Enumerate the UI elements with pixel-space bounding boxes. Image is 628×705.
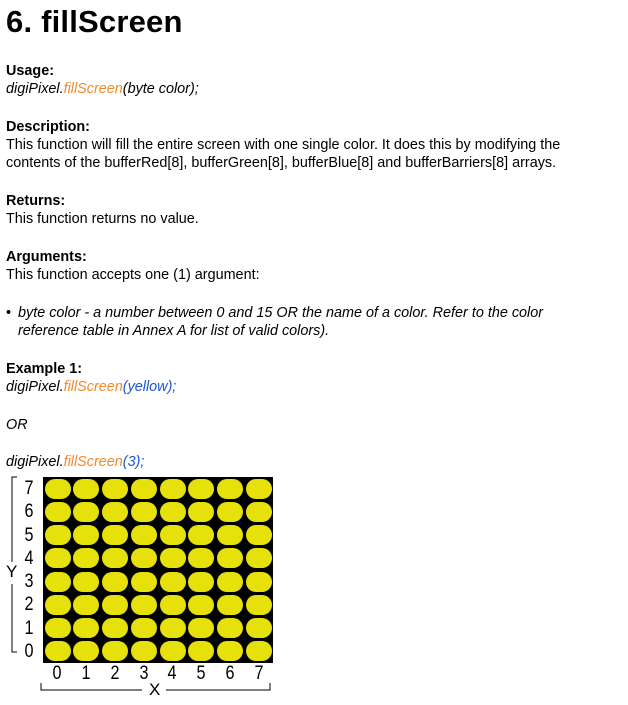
led-pixel	[45, 525, 71, 545]
example-code-2	[6, 453, 144, 471]
example-2-argument: 3	[127, 454, 136, 470]
led-pixel	[131, 618, 157, 638]
example-2-open-paren: (	[122, 454, 128, 470]
led-pixel	[188, 641, 214, 661]
led-pixel	[45, 502, 71, 522]
led-pixel	[246, 595, 272, 615]
led-pixel	[45, 548, 71, 568]
example-2-close-paren: );	[135, 454, 145, 470]
page-title: 6. fillScreen	[6, 4, 183, 39]
returns-section	[6, 192, 199, 228]
y-tick-label: 5	[24, 524, 34, 546]
argument-line-2: reference table in Annex A for list of valid colors).	[18, 323, 330, 339]
y-tick-label: 6	[24, 501, 34, 523]
led-pixel	[131, 502, 157, 522]
usage-object: digiPixel.	[6, 81, 64, 97]
returns-text: This function returns no value.	[6, 211, 199, 227]
led-pixel	[217, 479, 243, 499]
led-pixel	[45, 641, 71, 661]
x-tick-label: 4	[167, 663, 177, 684]
x-axis-label: X	[149, 680, 161, 699]
led-pixel	[246, 641, 272, 661]
led-pixel	[160, 502, 186, 522]
example-or: OR	[6, 417, 28, 433]
led-pixel	[102, 502, 128, 522]
led-pixel	[160, 479, 186, 499]
led-pixel	[45, 618, 71, 638]
x-tick-label: 7	[254, 663, 264, 684]
led-pixel	[73, 618, 99, 638]
usage-function-name: fillScreen	[63, 81, 123, 97]
led-pixel	[160, 548, 186, 568]
led-pixel	[217, 572, 243, 592]
y-tick-label: 0	[24, 640, 34, 662]
led-pixel	[73, 525, 99, 545]
example-heading: Example 1:	[6, 361, 82, 377]
argument-byte-color	[6, 304, 618, 340]
led-pixel	[217, 502, 243, 522]
led-pixel	[102, 618, 128, 638]
led-pixel	[160, 525, 186, 545]
led-pixel	[102, 572, 128, 592]
example-1-open-paren: (	[122, 379, 128, 395]
led-pixel	[188, 548, 214, 568]
led-pixel	[102, 479, 128, 499]
led-pixel	[131, 641, 157, 661]
example-code-1	[6, 378, 176, 396]
y-axis-label: Y	[6, 562, 18, 581]
y-axis-bracket-top	[12, 477, 17, 562]
y-tick-label: 7	[24, 478, 34, 499]
led-pixel	[217, 595, 243, 615]
y-tick-label: 3	[24, 571, 34, 592]
example-1-close-paren: );	[167, 379, 177, 395]
led-pixel	[45, 479, 71, 499]
x-tick-label: 3	[139, 663, 149, 684]
x-tick-label: 2	[110, 663, 120, 684]
bullet-icon: •	[6, 305, 12, 321]
y-axis-bracket-bottom	[12, 584, 17, 652]
led-pixel	[246, 572, 272, 592]
description-line-1: This function will fill the entire screen with one single color. It does this by modifying the	[6, 137, 561, 153]
led-pixel	[217, 525, 243, 545]
led-pixel	[45, 572, 71, 592]
led-pixel	[246, 479, 272, 499]
y-tick-label: 1	[24, 617, 34, 639]
argument-list-item	[6, 304, 618, 340]
argument-line-1: byte color - a number between 0 and 15 OR the name of a color. Refer to the color	[18, 305, 544, 321]
led-pixel	[246, 618, 272, 638]
led-pixel	[160, 641, 186, 661]
example-2-object: digiPixel.	[6, 454, 64, 470]
led-pixel	[188, 595, 214, 615]
arguments-section	[6, 248, 260, 284]
led-pixel	[73, 548, 99, 568]
y-tick-label: 2	[24, 594, 34, 616]
led-pixel	[102, 548, 128, 568]
led-pixel	[160, 618, 186, 638]
led-pixel	[73, 479, 99, 499]
led-pixel	[246, 502, 272, 522]
led-pixel	[131, 595, 157, 615]
led-pixel	[102, 525, 128, 545]
x-tick-label: 5	[196, 663, 206, 684]
example-1-function-name: fillScreen	[63, 379, 123, 395]
led-pixel	[217, 548, 243, 568]
led-pixel	[217, 618, 243, 638]
led-pixel	[131, 548, 157, 568]
x-tick-label: 0	[52, 663, 62, 684]
arguments-heading: Arguments:	[6, 249, 87, 265]
led-pixel	[160, 572, 186, 592]
description-line-2: contents of the bufferRed[8], bufferGreen[8], bufferBlue[8] and bufferBarriers[8] arrays.	[6, 155, 557, 171]
returns-heading: Returns:	[6, 193, 66, 209]
led-pixel	[246, 548, 272, 568]
led-pixel	[73, 641, 99, 661]
led-pixel	[188, 618, 214, 638]
led-pixel	[102, 595, 128, 615]
led-pixel	[73, 502, 99, 522]
led-pixel	[131, 479, 157, 499]
example-1-object: digiPixel.	[6, 379, 64, 395]
led-pixel	[73, 572, 99, 592]
description-heading: Description:	[6, 119, 90, 135]
led-matrix	[43, 477, 273, 663]
example-1-argument: yellow	[127, 379, 168, 395]
led-pixel	[131, 525, 157, 545]
usage-heading: Usage:	[6, 63, 54, 79]
usage-code	[6, 80, 199, 98]
led-pixel	[73, 595, 99, 615]
led-pixel	[188, 502, 214, 522]
led-pixel	[102, 641, 128, 661]
led-pixel	[217, 641, 243, 661]
x-tick-label: 1	[81, 663, 91, 684]
example-2-function-name: fillScreen	[63, 454, 123, 470]
y-tick-label: 4	[24, 547, 34, 569]
usage-section	[6, 62, 199, 98]
led-pixel	[188, 525, 214, 545]
led-pixel	[188, 479, 214, 499]
led-matrix-figure	[0, 474, 300, 705]
led-pixel	[160, 595, 186, 615]
description-section	[6, 118, 560, 172]
arguments-text: This function accepts one (1) argument:	[6, 267, 260, 283]
x-tick-label: 6	[225, 663, 235, 684]
led-pixel	[246, 525, 272, 545]
led-pixel	[188, 572, 214, 592]
usage-args: (byte color);	[122, 81, 199, 97]
led-pixel	[45, 595, 71, 615]
led-pixel	[131, 572, 157, 592]
example-section	[6, 360, 176, 396]
